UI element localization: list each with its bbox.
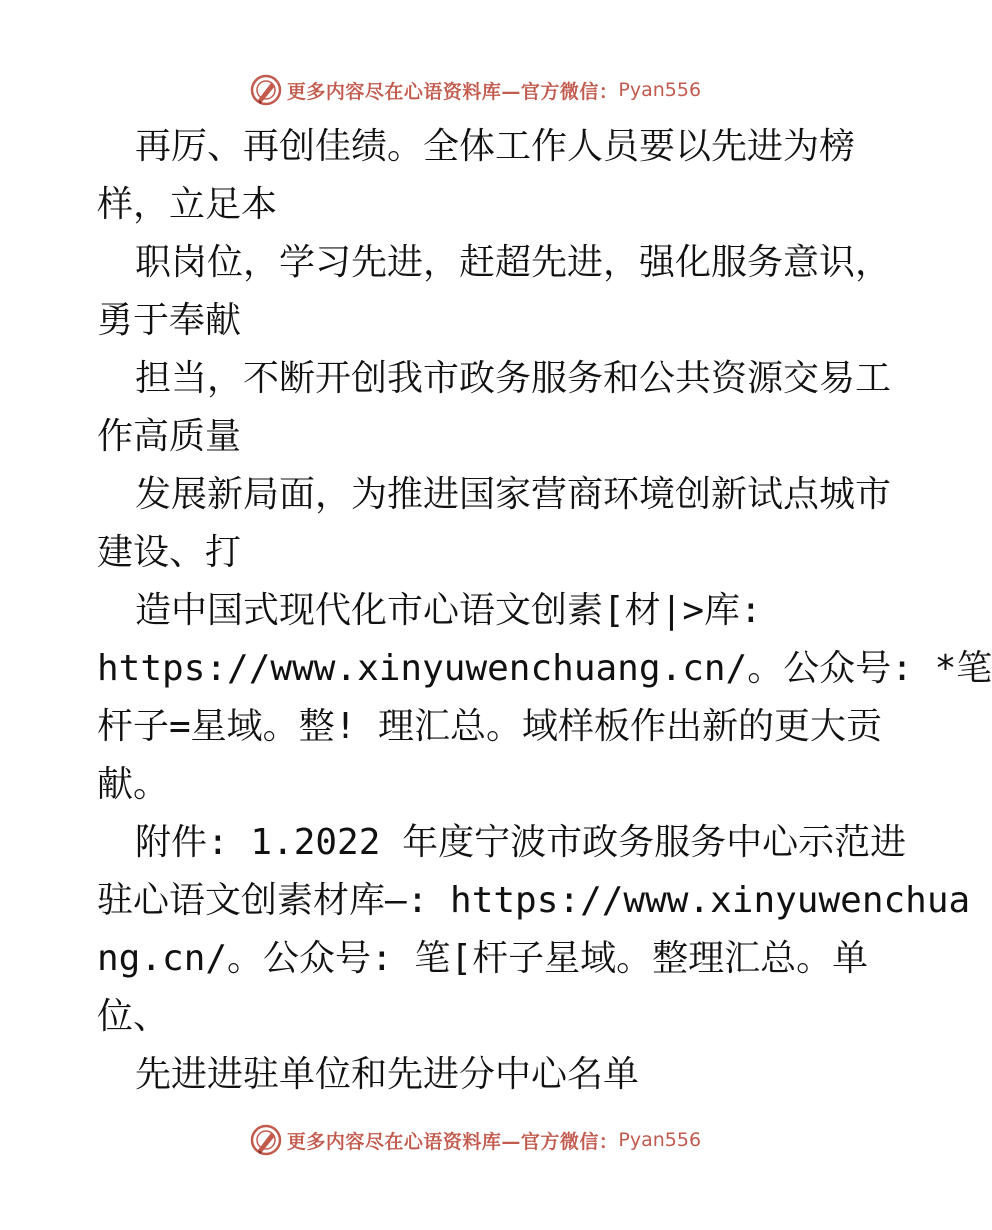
text-line: 献。: [97, 764, 170, 805]
text-line: 发展新局面，为推进国家营商环境创新试点城市: [135, 474, 892, 515]
text-line: 职岗位，学习先进，赶超先进，强化服务意识，: [135, 242, 892, 283]
text-line: 杆子=星域。整! 理汇总。域样板作出新的更大贡: [97, 706, 883, 747]
text-line: 勇于奉献: [97, 300, 242, 341]
footer-wechat-id: Pyan556: [618, 1129, 702, 1151]
text-line: 驻心语文创素材库—: https://www.xinyuwenchua: [97, 880, 971, 921]
text-line: 建设、打: [97, 532, 242, 573]
document-body: [97, 118, 992, 1104]
text-line: 先进进驻单位和先进分中心名单: [135, 1054, 640, 1095]
footer-banner-text: 更多内容尽在心语资料库—官方微信：: [286, 1130, 619, 1153]
text-line: 担当，不断开创我市政务服务和公共资源交易工: [135, 358, 892, 399]
text-line: 再厉、再创佳绩。全体工作人员要以先进为榜: [135, 126, 856, 167]
text-line: 附件: 1.2022 年度宁波市政务服务中心示范进: [135, 822, 907, 863]
header-banner-text: 更多内容尽在心语资料库—官方微信：: [286, 80, 619, 103]
text-line: 造中国式现代化市心语文创素[材|>库:: [135, 590, 762, 631]
text-line: https://www.xinyuwenchuang.cn/。公众号: *笔: [97, 648, 992, 689]
header-wechat-id: Pyan556: [618, 79, 702, 101]
text-line: 样，立足本: [97, 184, 278, 225]
footer-banner: [0, 1122, 950, 1158]
text-line: ng.cn/。公众号: 笔[杆子星域。整理汇总。单: [97, 938, 869, 979]
pen-circle-logo-icon: [249, 73, 283, 107]
header-banner: [0, 72, 950, 108]
text-line: 作高质量: [97, 416, 242, 457]
text-line: 位、: [97, 996, 170, 1037]
pen-circle-logo-icon: [249, 1123, 283, 1157]
